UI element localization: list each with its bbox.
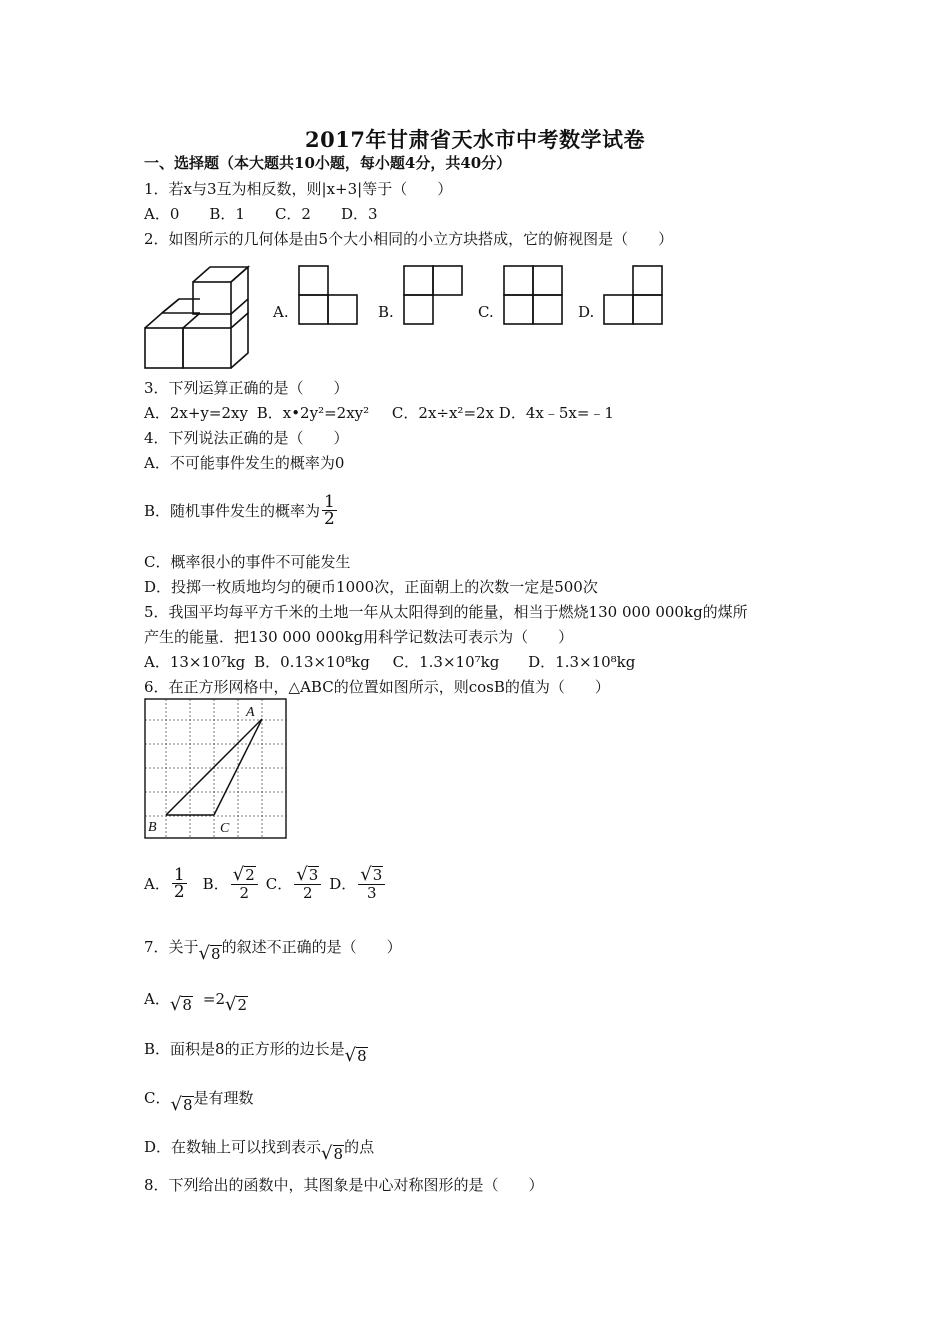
- q7-option-a-sqrt2: √ 2: [225, 993, 248, 1015]
- q7-option-b-radicand: 8: [357, 1046, 367, 1065]
- q6-option-a-fraction: [172, 867, 187, 900]
- q6-point-c-label: C: [220, 821, 230, 836]
- q7-option-a-sqrt1: √ 8: [169, 993, 192, 1015]
- q6-option-c-numerator: √ 3: [294, 866, 321, 885]
- page-title: 2017年甘肃省天水市中考数学试卷: [305, 127, 645, 152]
- q6-option-d-numerator: √ 3: [358, 866, 385, 885]
- q2-solid-figure: [144, 265, 254, 370]
- q7-stem: [144, 936, 402, 964]
- q7-option-c-post: 是有理数: [193, 1089, 254, 1107]
- q7-stem-radicand: 8: [211, 944, 221, 963]
- q6-option-b-numerator: √ 2: [231, 866, 258, 885]
- q4-option-b: [144, 494, 339, 527]
- q6-option-b-radicand: 2: [245, 866, 255, 884]
- q3-option-b: B．x•2y²=2xy²: [256, 404, 370, 422]
- q3-options: [144, 402, 614, 423]
- q3-stem: 3．下列运算正确的是（ ）: [144, 379, 349, 397]
- q4-option-d: D．投掷一枚质地均匀的硬币1000次，正面朝上的次数一定是500次: [144, 578, 598, 596]
- q7-option-c-label: C．: [144, 1089, 171, 1107]
- q4-stem: 4．下列说法正确的是（ ）: [144, 429, 349, 447]
- q5-option-b: B．0.13×10⁸kg: [254, 653, 370, 671]
- q2-option-b-label: B.: [378, 303, 394, 321]
- q5-option-a: A．13×10⁷kg: [144, 653, 246, 671]
- q7-stem-sqrt: √ 8: [198, 942, 221, 964]
- q6-option-a-numerator: 1: [173, 865, 185, 885]
- q6-stem: 6．在正方形网格中，△ABC的位置如图所示，则cosB的值为（ ）: [144, 678, 610, 696]
- q7-option-d-post: 的点: [344, 1138, 375, 1156]
- q4-option-a: A．不可能事件发生的概率为0: [144, 454, 345, 472]
- q3-option-a: A．2x+y=2xy: [144, 404, 248, 422]
- q2-option-b-view: [403, 265, 463, 325]
- q6-option-a-denominator: 2: [173, 882, 185, 902]
- q6-option-c-fraction: [294, 866, 321, 901]
- q2-option-a-label: A.: [273, 303, 289, 321]
- q6-option-b-label: B．: [202, 875, 229, 893]
- q6-option-b-fraction: [231, 866, 258, 901]
- q6-point-a-label: A: [246, 705, 255, 720]
- q6-grid-figure: [144, 698, 289, 841]
- q6-option-d-label: D．: [329, 875, 357, 893]
- q4-option-b-fraction: [322, 494, 337, 527]
- q6-options: [144, 866, 387, 901]
- q7-option-a-label: A．: [144, 990, 170, 1008]
- q7-option-d-text: D．在数轴上可以找到表示: [144, 1138, 322, 1156]
- q7-option-a-radicand1: 8: [182, 995, 192, 1014]
- q4-option-b-denominator: 2: [324, 509, 335, 529]
- q5-option-c: C．1.3×10⁷kg: [392, 653, 500, 671]
- q6-option-d-denominator: 3: [367, 884, 377, 902]
- q6-option-c-label: C．: [265, 875, 293, 893]
- q3-option-d: D．4x﹣5x=﹣1: [498, 404, 614, 422]
- q7-option-b-sqrt: √ 8: [344, 1044, 367, 1066]
- q7-option-d-radicand: 8: [333, 1144, 344, 1163]
- q7-option-c: [144, 1087, 254, 1115]
- q6-option-c-denominator: 2: [302, 884, 313, 902]
- q5-options: [144, 651, 635, 672]
- q7-stem-post: 的叙述不正确的是（ ）: [221, 938, 402, 956]
- q7-option-b: [144, 1038, 368, 1066]
- q2-stem: 2．如图所示的几何体是由5个大小相同的小立方块搭成，它的俯视图是（ ）: [144, 230, 674, 248]
- section-heading-choice: 一、选择题（本大题共10小题，每小题4分，共40分）: [144, 154, 512, 172]
- q2-option-c-view: [503, 265, 563, 325]
- q1-stem: 1．若x与3互为相反数，则|x+3|等于（ ）: [144, 180, 453, 198]
- q2-option-d-view: [603, 265, 663, 325]
- q7-option-c-radicand: 8: [182, 1095, 193, 1114]
- q6-option-d-radicand: 3: [372, 866, 383, 884]
- q5-option-d: D．1.3×10⁸kg: [528, 653, 636, 671]
- q7-option-d-sqrt: √ 8: [321, 1142, 344, 1164]
- q6-option-b-denominator: 2: [239, 884, 249, 902]
- q4-option-b-text: B．随机事件发生的概率为: [144, 502, 321, 520]
- q4-option-c: C．概率很小的事件不可能发生: [144, 553, 351, 571]
- q6-option-a-label: A．: [144, 875, 170, 893]
- q7-option-c-sqrt: √ 8: [170, 1093, 193, 1115]
- q5-stem-line2: 产生的能量．把130 000 000kg用科学记数法可表示为（ ）: [144, 628, 574, 646]
- q7-option-d: [144, 1136, 375, 1164]
- q7-stem-pre: 7．关于: [144, 938, 199, 956]
- q7-option-b-text: B．面积是8的正方形的边长是: [144, 1040, 345, 1058]
- q4-option-b-numerator: 1: [324, 492, 335, 512]
- q7-option-a: [144, 988, 248, 1015]
- q8-stem: 8．下列给出的函数中，其图象是中心对称图形的是（ ）: [144, 1176, 544, 1194]
- q5-stem-line1: 5．我国平均每平方千米的土地一年从太阳得到的能量，相当于燃烧130 000 000kg的煤所: [144, 603, 748, 621]
- q2-option-a-view: [298, 265, 358, 325]
- q6-option-d-fraction: [358, 866, 385, 901]
- q3-option-c: C．2x÷x²=2x: [391, 404, 495, 422]
- q6-point-b-label: B: [148, 820, 157, 835]
- q2-option-c-label: C.: [478, 303, 494, 321]
- q1-options: A．0 B．1 C．2 D．3: [144, 205, 378, 223]
- q7-option-a-eq: =2: [202, 989, 225, 1008]
- q6-option-c-radicand: 3: [308, 866, 319, 884]
- q7-option-a-radicand2: 2: [237, 995, 248, 1014]
- q2-option-d-label: D.: [578, 303, 595, 321]
